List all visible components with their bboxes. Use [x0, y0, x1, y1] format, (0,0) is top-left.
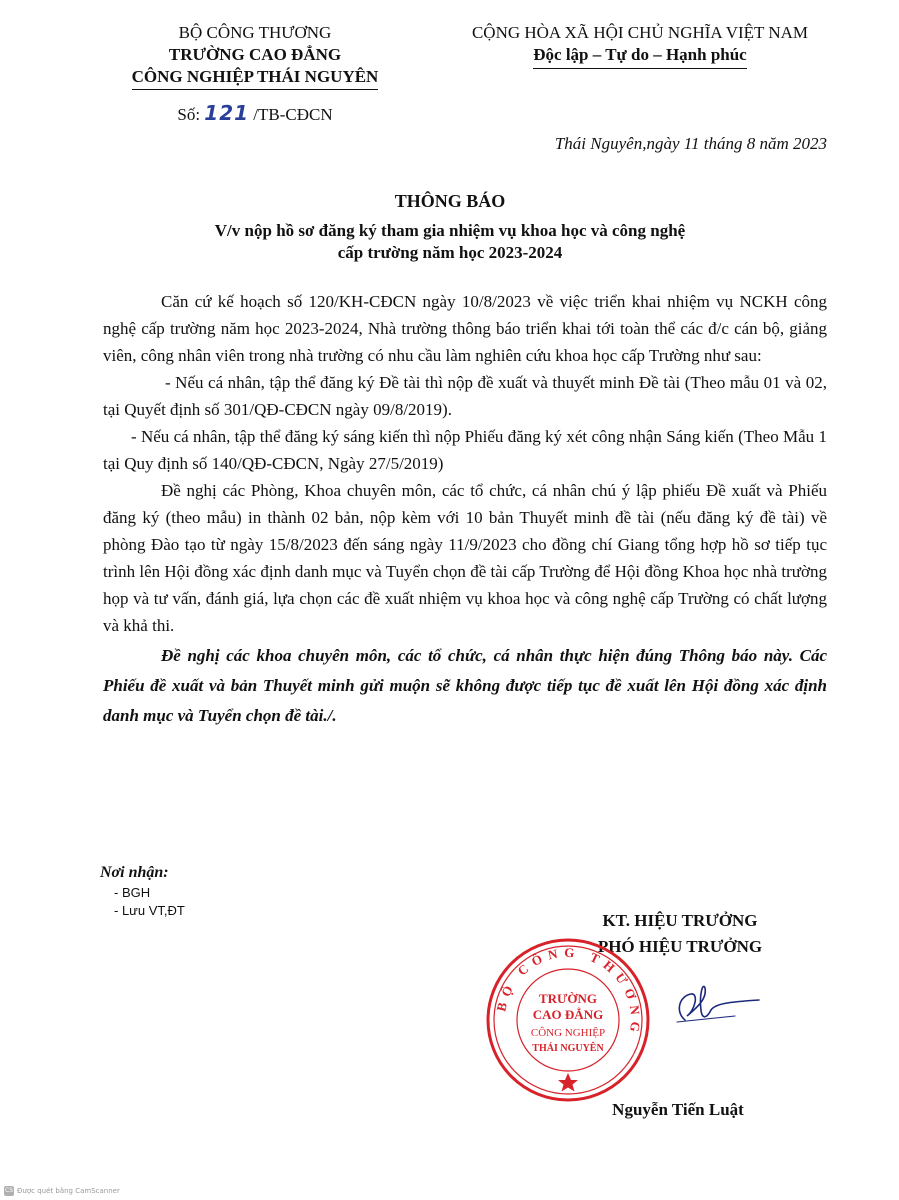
recipients-block	[100, 864, 185, 920]
national-motto: Độc lập – Tự do – Hạnh phúc	[533, 44, 746, 69]
signature-title-line1: KT. HIỆU TRƯỞNG	[602, 911, 758, 930]
signature-title-line2: PHÓ HIỆU TRƯỞNG	[597, 937, 763, 956]
ministry-name: BỘ CÔNG THƯƠNG	[178, 23, 332, 42]
scanner-watermark	[4, 1186, 120, 1196]
school-name-line1: TRƯỜNG CAO ĐẲNG	[168, 45, 342, 64]
document-number-suffix: /TB-CĐCN	[253, 105, 333, 124]
body-emphasis: Đề nghị các khoa chuyên môn, các tổ chức, cá nhân thực hiện đúng Thông báo này. Các Phiếu đề xuất và bản Thuyết minh gửi muộn sẽ không được tiếp tục đề xuất lên Hội đồng xác định danh mục và Tuyển chọn đề tài./.	[103, 646, 827, 725]
notice-body	[103, 288, 827, 731]
issue-date: Thái Nguyên,ngày 11 tháng 8 năm 2023	[554, 134, 827, 153]
official-seal	[483, 935, 653, 1105]
body-bullet-topic: - Nếu cá nhân, tập thể đăng ký Đề tài thì nộp đề xuất và thuyết minh Đề tài (Theo mẫu 01 và 02, tại Quyết định số 301/QĐ-CĐCN ngày 09/8/2019).	[103, 373, 827, 419]
camscanner-logo-icon: CS	[5, 1187, 13, 1194]
republic-name: CỘNG HÒA XÃ HỘI CHỦ NGHĨA VIỆT NAM	[471, 23, 809, 42]
recipient-item: - BGH	[114, 885, 151, 900]
scanner-watermark-text: Được quét bằng CamScanner	[17, 1187, 120, 1195]
seal-line1: TRƯỜNG	[538, 991, 598, 1006]
notice-title	[120, 190, 780, 264]
body-paragraph-request: Đề nghị các Phòng, Khoa chuyên môn, các tổ chức, cá nhân chú ý lập phiếu Đề xuất và Phiếu đăng ký (theo mẫu) in thành 02 bản, nộp kèm với 10 bản Thuyết minh đề tài (nếu đăng ký đề tài) về phòng Đào tạo từ ngày 15/8/2023 đến sáng ngày 11/9/2023 cho đồng chí Giang tổng hợp hồ sơ tiếp tục trình lên Hội đồng xác định danh mục và Tuyển chọn đề tài cấp Trường để Hội đồng Khoa học nhà trường họp và tư vấn, đánh giá, lựa chọn các đề xuất nhiệm vụ khoa học và công nghệ cấp Trường có chất lượng và khả thi.	[103, 481, 827, 635]
school-name-line2: CÔNG NGHIỆP THÁI NGUYÊN	[132, 66, 379, 90]
document-number-handwritten: 121	[204, 101, 250, 125]
handwritten-signature	[655, 980, 765, 1035]
seal-line3: CÔNG NGHIỆP	[530, 1027, 606, 1039]
signer-name: Nguyễn Tiến Luật	[612, 1100, 744, 1119]
document-number-prefix: Số:	[177, 105, 201, 124]
national-header	[430, 22, 850, 69]
body-paragraph-intro: Căn cứ kế hoạch số 120/KH-CĐCN ngày 10/8/2023 về việc triển khai nhiệm vụ NCKH công nghệ cấp trường năm học 2023-2024, Nhà trường thông báo triển khai tới toàn thể các đ/c cán bộ, giảng viên, công nhân viên trong nhà trường có nhu cầu làm nghiên cứu khoa học cấp Trường như sau:	[103, 292, 827, 365]
seal-ring-text: BỘ CÔNG THƯƠNG	[493, 944, 644, 1039]
seal-line2: CAO ĐẲNG	[532, 1007, 604, 1022]
document-number	[95, 102, 415, 126]
seal-star-icon	[558, 1073, 578, 1092]
notice-subject-line1: V/v nộp hồ sơ đăng ký tham gia nhiệm vụ khoa học và công nghệ	[214, 221, 686, 240]
seal-line4: THÁI NGUYÊN	[532, 1043, 604, 1054]
body-bullet-initiative: - Nếu cá nhân, tập thể đăng ký sáng kiến thì nộp Phiếu đăng ký xét công nhận Sáng kiến (Theo Mẫu 1 tại Quy định số 140/QĐ-CĐCN, Ngày 27/5/2019)	[103, 427, 827, 473]
recipients-heading: Nơi nhận:	[100, 864, 169, 881]
notice-heading: THÔNG BÁO	[394, 191, 506, 211]
recipient-item: - Lưu VT,ĐT	[114, 903, 185, 918]
notice-subject-line2: cấp trường năm học 2023-2024	[337, 243, 563, 262]
issuer-header	[95, 22, 415, 126]
